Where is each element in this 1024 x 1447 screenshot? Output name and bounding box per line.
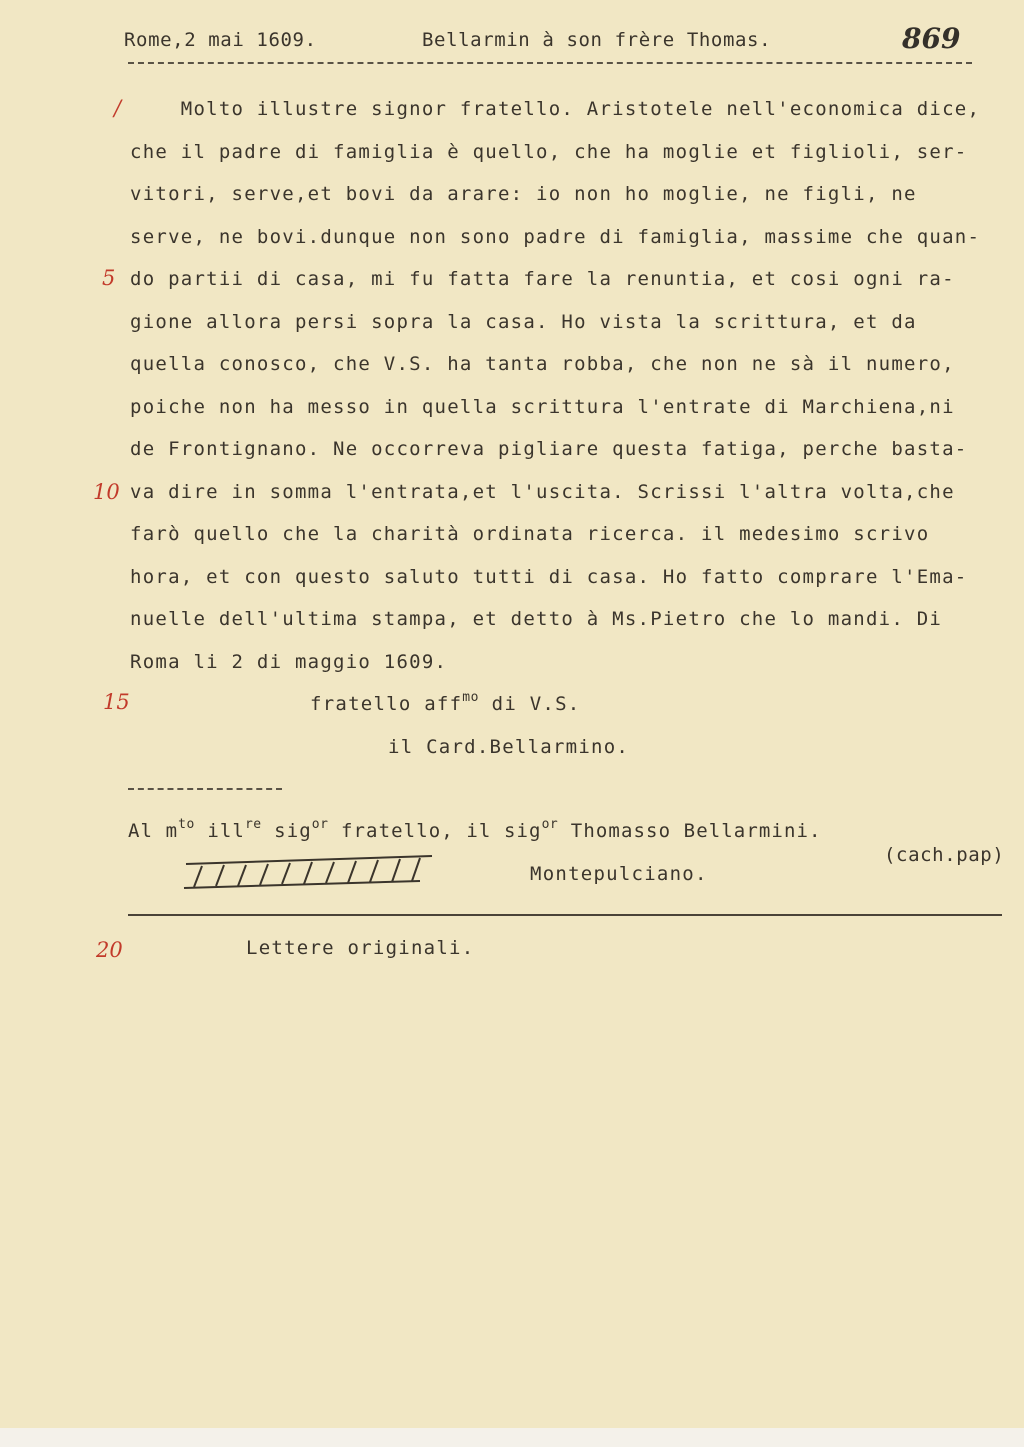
- letter-line: farò quello che la charità ordinata ricerca. il medesimo scrivo: [130, 523, 930, 545]
- margin-number: 10: [93, 480, 120, 504]
- header-place-date: Rome,2 mai 1609.: [124, 29, 317, 51]
- letter-line: gione allora persi sopra la casa. Ho vista la scrittura, et da: [130, 311, 917, 333]
- address-superscript: re: [244, 817, 262, 832]
- address-destination: Montepulciano.: [530, 863, 708, 885]
- address-text: ill: [194, 820, 245, 842]
- letter-line: Molto illustre signor fratello. Aristotele nell'economica dice,: [130, 98, 981, 120]
- scan-border: [0, 1428, 1024, 1447]
- address-line: [128, 819, 822, 843]
- folio-number: 869: [902, 22, 961, 55]
- letter-line: che il padre di famiglia è quello, che ha moglie et figlioli, ser-: [130, 141, 968, 163]
- letter-line: poiche non ha messo in quella scrittura l'entrate di Marchiena,ni: [130, 396, 955, 418]
- letter-line: serve, ne bovi.dunque non sono padre di famiglia, massime che quan-: [130, 226, 981, 248]
- letter-line: nuelle dell'ultima stampa, et detto à Ms.Pietro che lo mandi. Di: [130, 608, 943, 630]
- address-superscript: or: [311, 817, 329, 832]
- address-text: sig: [261, 820, 312, 842]
- salutation-text: di V.S.: [478, 693, 581, 715]
- footer-note: Lettere originali.: [246, 937, 475, 959]
- address-superscript: to: [178, 817, 195, 832]
- separator-rule: [128, 788, 282, 790]
- header-title: Bellarmin à son frère Thomas.: [422, 29, 772, 51]
- closing-salutation: [310, 692, 580, 716]
- seal-note: (cach.pap): [884, 844, 1005, 866]
- margin-number: 15: [103, 690, 130, 714]
- address-text: Thomasso Bellarmini.: [558, 820, 822, 842]
- letter-line: quella conosco, che V.S. ha tanta robba, che non ne sà il numero,: [130, 353, 955, 375]
- address-text: fratello, il sig: [328, 820, 542, 842]
- hatched-strike-mark: [180, 852, 440, 892]
- margin-number: /: [114, 96, 122, 120]
- letter-line: de Frontignano. Ne occorreva pigliare questa fatiga, perche basta-: [130, 438, 968, 460]
- letter-line: vitori, serve,et bovi da arare: io non ho moglie, ne figli, ne: [130, 183, 917, 205]
- letter-line: va dire in somma l'entrata,et l'uscita. Scrissi l'altra volta,che: [130, 481, 955, 503]
- letter-line: do partii di casa, mi fu fatta fare la renuntia, et cosi ogni ra-: [130, 268, 955, 290]
- letter-line: hora, et con questo saluto tutti di casa. Ho fatto comprare l'Ema-: [130, 566, 968, 588]
- salutation-superscript: mo: [462, 690, 479, 705]
- address-text: Al m: [128, 820, 179, 842]
- header-rule: [128, 62, 972, 64]
- margin-number: 5: [102, 266, 116, 290]
- margin-number: 20: [96, 938, 123, 962]
- address-superscript: or: [541, 817, 559, 832]
- salutation-text: fratello aff: [310, 693, 463, 715]
- letter-line: Roma li 2 di maggio 1609.: [130, 651, 448, 673]
- footer-rule: [128, 914, 1002, 916]
- signature: il Card.Bellarmino.: [388, 736, 630, 758]
